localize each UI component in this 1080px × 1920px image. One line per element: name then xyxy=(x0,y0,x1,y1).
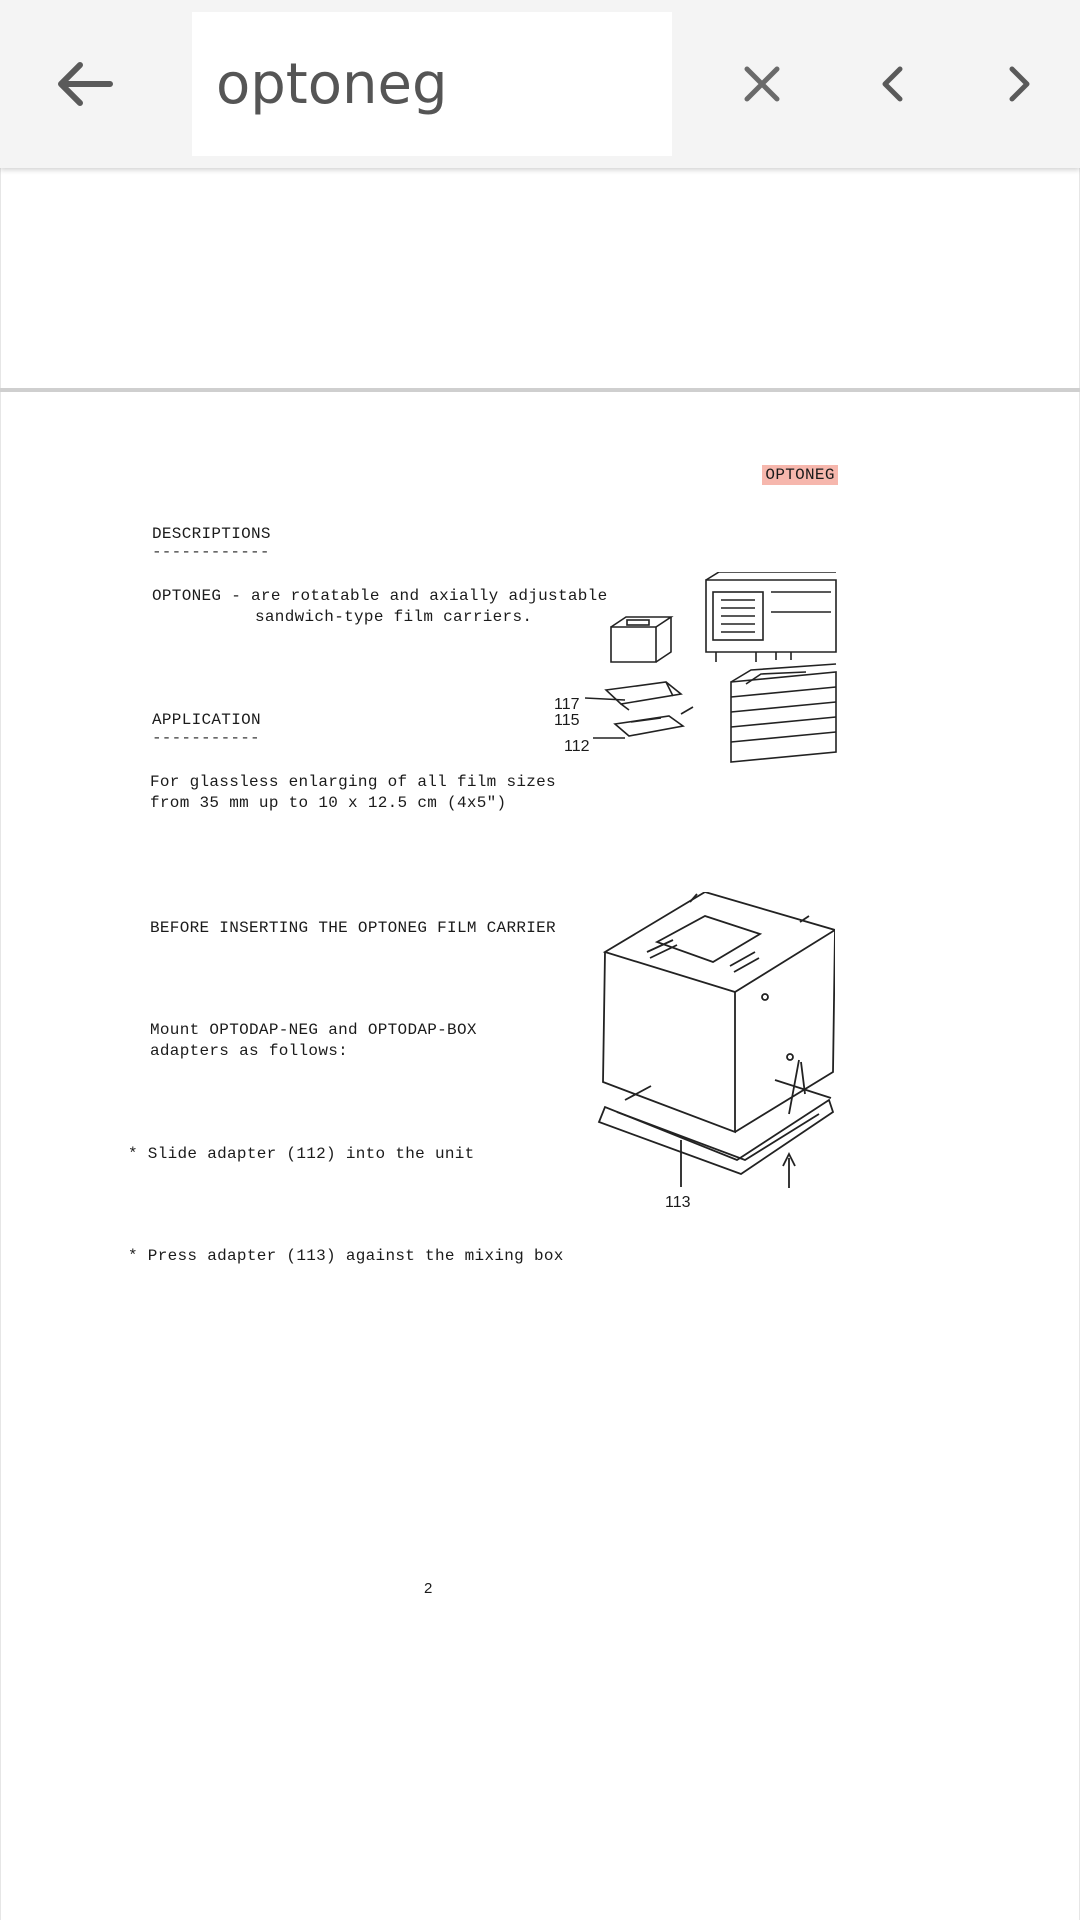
step-press-adapter: * Press adapter (113) against the mixing box xyxy=(128,1247,564,1265)
step-slide-adapter: * Slide adapter (112) into the unit xyxy=(128,1145,475,1163)
figure2-label-113: 113 xyxy=(665,1194,691,1211)
previous-page xyxy=(0,168,1080,388)
before-inserting-heading: BEFORE INSERTING THE OPTONEG FILM CARRIER xyxy=(150,919,556,937)
descriptions-underline: ------------ xyxy=(152,543,270,561)
document-page xyxy=(0,392,1080,1920)
figure1-label-117: 117 xyxy=(554,696,580,713)
figure1-label-115: 115 xyxy=(554,712,580,729)
page-number: 2 xyxy=(424,1580,433,1597)
descriptions-text-line1: OPTONEG - are rotatable and axially adjustable xyxy=(152,587,608,605)
mixing-box-illustration xyxy=(595,892,835,1192)
close-icon xyxy=(742,64,782,104)
application-underline: ----------- xyxy=(152,729,260,747)
search-input[interactable] xyxy=(192,12,672,156)
next-result-button[interactable] xyxy=(980,42,1060,126)
figure1-label-112: 112 xyxy=(564,738,590,755)
mount-text-line2: adapters as follows: xyxy=(150,1042,349,1060)
chevron-left-icon xyxy=(878,64,906,104)
application-text-line2: from 35 mm up to 10 x 12.5 cm (4x5") xyxy=(150,794,507,812)
application-heading: APPLICATION xyxy=(152,711,261,729)
mount-text-line1: Mount OPTODAP-NEG and OPTODAP-BOX xyxy=(150,1021,477,1039)
search-highlight: OPTONEG xyxy=(762,465,837,485)
search-toolbar xyxy=(0,0,1080,168)
application-text-line1: For glassless enlarging of all film sizes xyxy=(150,773,556,791)
previous-result-button[interactable] xyxy=(852,42,932,126)
document-viewer[interactable] xyxy=(0,168,1080,1920)
clear-search-button[interactable] xyxy=(720,42,804,126)
descriptions-text-line2: sandwich-type film carriers. xyxy=(255,608,533,626)
back-button[interactable] xyxy=(34,42,134,126)
figure1-leader-lines xyxy=(585,692,685,752)
arrow-left-icon xyxy=(54,60,114,108)
header-tag xyxy=(703,444,838,507)
descriptions-heading: DESCRIPTIONS xyxy=(152,525,271,543)
chevron-right-icon xyxy=(1006,64,1034,104)
